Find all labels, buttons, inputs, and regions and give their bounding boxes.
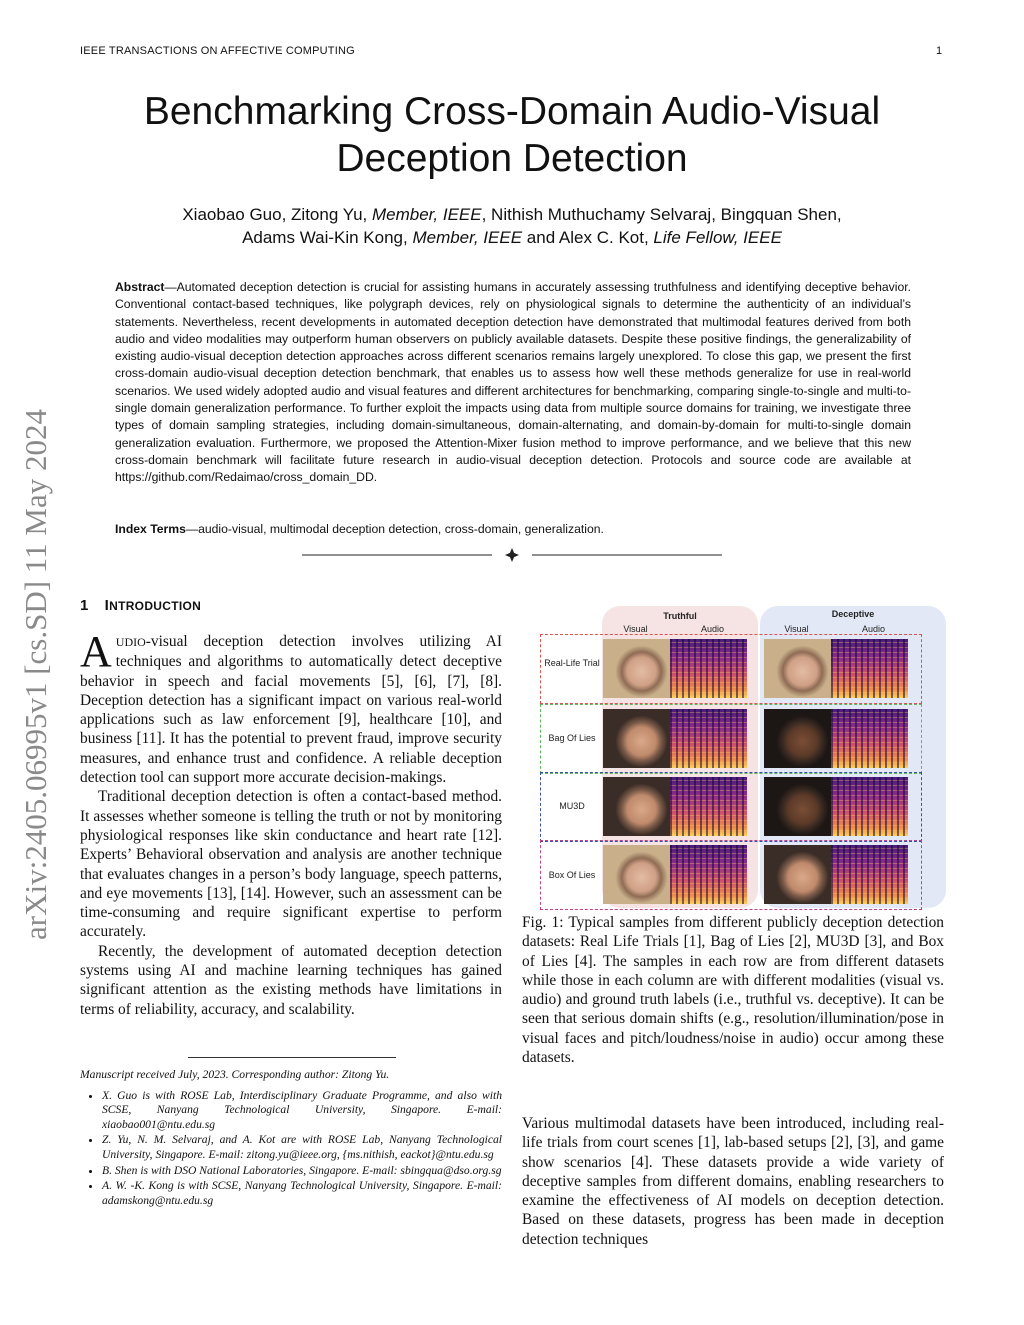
authors-part-4: and Alex C. Kot, [522,228,654,247]
authors-part-3: Adams Wai-Kin Kong, [242,228,413,247]
column-audio-label: Audio [700,624,725,634]
intro-paragraph-1 [80,627,502,787]
footnote-rule [188,1057,396,1058]
face-image [603,777,680,836]
section-heading [80,597,201,614]
right-column-body [522,1114,944,1249]
row-label: MU3D [559,801,585,811]
spectrogram-image [670,845,747,904]
deceptive-group-label: Deceptive [831,609,875,619]
title-line-1: Benchmarking Cross-Domain Audio-Visual [143,90,881,133]
figure-caption: Fig. 1: Typical samples from different publicly deception detection datasets: Real Life Trials [1], Bag of Lies [2], MU3D [3], and Box of Lies [4]. The samples in each row are from different datasets while those in each column are with different modalities (visual vs. audio) and ground truth labels (i.e., truthful vs. deceptive). It can be seen that serious domain shifts (e.g., resolution/illumination/pose in visual faces and pitch/loudness/noise in audio) occur among these datasets. [522,914,944,1067]
face-image [764,845,841,904]
face-image [603,709,680,768]
affiliation-item: • B. Shen is with DSO National Laboratories, Singapore. E-mail: sbingqua@dso.org.sg [102,1164,502,1179]
face-image [764,639,841,698]
spectrogram-image [670,709,747,768]
section-title-initial: I [104,597,110,614]
author-list [0,203,1024,249]
spectrogram-image [831,777,908,836]
small-caps-word: UDIO [115,635,146,649]
abstract [115,279,911,487]
affiliation-item: • Z. Yu, N. M. Selvaraj, and A. Kot are with ROSE Lab, Nanyang Technological University, Singapore. E-mail: zitong.yu@ieee.org, {ms.nithish, eackot}@ntu.edu.sg [102,1133,502,1162]
affiliation-list [80,1089,502,1209]
intro-paragraph-3: Recently, the development of automated deception detection systems using AI and machine learning techniques has gained significant attention as the existing methods have limitations in terms of reliability, accuracy, and scalability. [80,942,502,1018]
page-number: 1 [936,45,943,57]
manuscript-note: Manuscript received July, 2023. Corresponding author: Zitong Yu. [80,1068,390,1081]
row-label: Bag Of Lies [548,733,596,743]
title-line-2: Deception Detection [336,137,688,180]
body-paragraph: Various multimodal datasets have been introduced, including real-life trials from court scenes [1], lab-based setups [2], [3], and game show scenarios [4]. These datasets provide a wide variety of deceptive samples from different domains, enabling researchers to examine the effectiveness of AI models on deception detection. Based on these datasets, progress has been made in deception detection techniques [522,1115,944,1248]
face-image [764,709,841,768]
face-image [603,845,680,904]
section-title-rest: NTRODUCTION [109,599,202,613]
spectrogram-image [831,845,908,904]
author-line-1 [0,203,1024,226]
author-role: Member, IEEE [372,205,482,224]
spectrogram-image [670,639,747,698]
author-line-2 [0,226,1024,249]
truthful-group-label: Truthful [663,611,697,621]
left-column-body [80,627,502,1019]
column-audio-label: Audio [861,624,886,634]
arxiv-stamp: arXiv:2405.06995v1 [cs.SD] 11 May 2024 [18,409,53,940]
diamond-ornament-icon [505,548,519,562]
column-visual-label: Visual [784,624,809,634]
section-number: 1 [80,597,89,614]
spectrogram-image [831,639,908,698]
abstract-text: —Automated deception detection is crucial for assisting humans in accurately assessing truthfulness and identifying deceptive behavior. Conventional contact-based techniques, like polygraph devices, rely on physiological signals to determine the authenticity of an individual’s statements. Nevertheless, recent developments in automated deception detection have demonstrated that multimodal features derived from both audio and video modalities may outperform human observers on publicly available datasets. Despite these positive findings, the generalizability of existing audio-visual deception detection approaches across different scenarios remains largely unexplored. To close this gap, we present the first cross-domain audio-visual deception detection benchmark, that enables us to assess how well these methods generalize for use in real-world scenarios. We used widely adopted audio and visual features and different architectures for benchmarking, comparing single-to-single and multi-to-single domain generalization performance. To further exploit the impacts using data from multiple source domains for training, we investigate three types of domain sampling strategies, including domain-simultaneous, domain-alternating, and domain-by-domain for multi-to-single domain generalization evaluation. Furthermore, we proposed the Attention-Mixer fusion method to improve performance, and we believe that this new cross-domain benchmark will facilitate future research in audio-visual deception detection. Protocols and source code are available at https://github.com/Redaimao/cross_domain_DD. [115,280,911,485]
drop-cap: A [80,627,112,676]
spectrogram-image [670,777,747,836]
index-terms-text: —audio-visual, multimodal deception detection, cross-domain, generalization. [185,522,604,536]
paragraph-text: -visual deception detection involves utilizing AI techniques and algorithms to automatically detect deceptive behavior in speech and facial movements [5], [6], [7], [8]. Deception detection has a significant impact on various real-world applications such as law enforcement [9], healthcare [10], and business [11]. It has the potential to prevent fraud, improve security measures, and enhance trust and confidence. A reliable deception detection tool can support more accurate decision-makings. [80,633,502,787]
journal-header: IEEE TRANSACTIONS ON AFFECTIVE COMPUTING [80,45,355,57]
affiliation-item: • X. Guo is with ROSE Lab, Interdisciplinary Graduate Programme, and also with SCSE, Nanyang Technological University, Singapore. E-mail: xiaobao001@ntu.edu.sg [102,1089,502,1133]
row-label: Real-Life Trial [544,658,600,668]
index-terms [115,522,911,536]
spectrogram-image [831,709,908,768]
abstract-label: Abstract [115,280,165,294]
face-image [603,639,680,698]
paper-title [0,88,1024,182]
figure-1 [522,603,946,908]
author-role: Member, IEEE [412,228,523,247]
intro-paragraph-2: Traditional deception detection is often a contact-based method. It assesses whether someone is telling the truth or not by monitoring physiological responses like skin conductance and heart rate [12]. Experts’ Behavioral observation and analysis are another technique that evaluates changes in a person’s body language, speech patterns, and eye movements [13], [14]. However, such an assessment can be time-consuming and require significant expertise to perform accurately. [80,788,502,941]
row-label: Box Of Lies [548,870,596,880]
authors-part-2: , Nithish Muthuchamy Selvaraj, Bingquan Shen, [481,205,842,224]
affiliation-item: • A. W. -K. Kong is with SCSE, Nanyang Technological University, Singapore. E-mail: adamskong@ntu.edu.sg [102,1179,502,1208]
index-terms-label: Index Terms [115,522,186,536]
footnotes [80,1068,502,1209]
column-visual-label: Visual [623,624,648,634]
face-image [764,777,841,836]
author-role: Life Fellow, IEEE [653,228,782,247]
authors-part-1: Xiaobao Guo, Zitong Yu, [182,205,372,224]
section-separator [302,545,722,565]
